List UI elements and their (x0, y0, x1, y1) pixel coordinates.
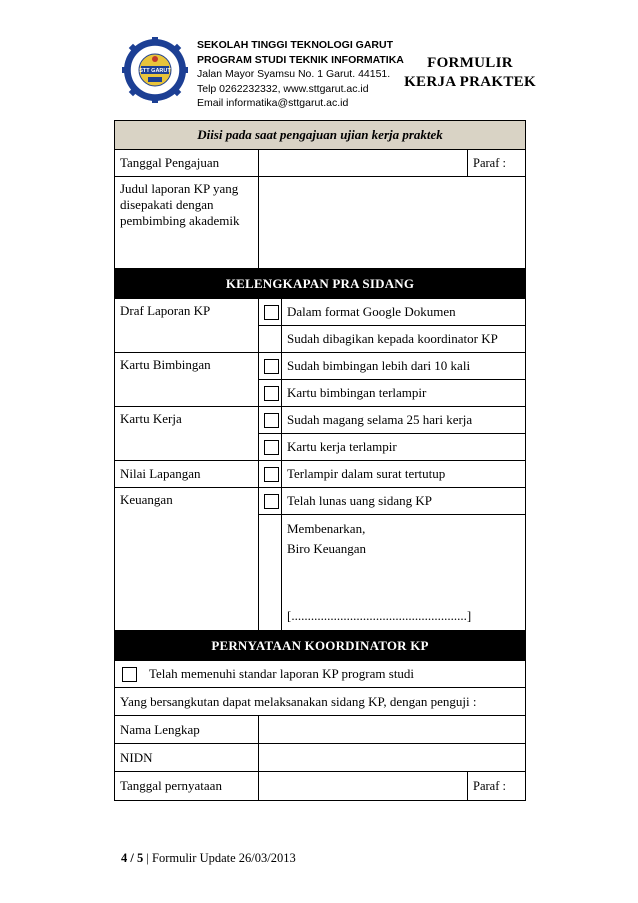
draf-item-1: Dalam format Google Dokumen (282, 299, 526, 326)
kerja-checkbox-1[interactable] (259, 407, 282, 434)
draf-item-2: Sudah dibagikan kepada koordinator KP (282, 326, 526, 353)
instruction-row: Diisi pada saat pengajuan ujian kerja praktek (115, 121, 526, 150)
bimbingan-item-1: Sudah bimbingan lebih dari 10 kali (282, 353, 526, 380)
document-header (0, 0, 638, 118)
nidn-field[interactable] (259, 744, 526, 772)
kerja-item-2: Kartu kerja terlampir (282, 434, 526, 461)
kartu-kerja-label: Kartu Kerja (115, 407, 259, 461)
bimbingan-checkbox-1[interactable] (259, 353, 282, 380)
standar-checkbox[interactable] (122, 667, 137, 682)
institution-block (197, 38, 404, 111)
membenarkan-text: Membenarkan, (287, 521, 366, 536)
logo-text: STT GARUT (139, 68, 171, 74)
email: Email informatika@sttgarut.ac.id (197, 97, 349, 109)
keuangan-signature-block[interactable] (282, 515, 526, 631)
bimbingan-item-2: Kartu bimbingan terlampir (282, 380, 526, 407)
kerja-checkbox-2[interactable] (259, 434, 282, 461)
nama-lengkap-label: Nama Lengkap (115, 716, 259, 744)
statement-row: Yang bersangkutan dapat melaksanakan sidang KP, dengan penguji : (115, 688, 526, 716)
tanggal-pengajuan-field[interactable] (259, 150, 468, 177)
footer-text: Formulir Update 26/03/2013 (152, 851, 296, 865)
nilai-label: Nilai Lapangan (115, 461, 259, 488)
form-title (400, 54, 540, 92)
standar-item: Telah memenuhi standar laporan KP program studi (149, 665, 415, 681)
paraf-label[interactable]: Paraf : (468, 150, 526, 177)
page-footer (121, 851, 296, 866)
nidn-label: NIDN (115, 744, 259, 772)
keuangan-item-1: Telah lunas uang sidang KP (282, 488, 526, 515)
page-number: 4 / 5 (121, 851, 144, 865)
section-kelengkapan: KELENGKAPAN PRA SIDANG (115, 269, 526, 299)
draf-empty (259, 326, 282, 353)
tanggal-pernyataan-field[interactable] (259, 772, 468, 801)
footer-separator: | (143, 851, 152, 865)
bimbingan-checkbox-2[interactable] (259, 380, 282, 407)
paraf-label-2[interactable]: Paraf : (468, 772, 526, 801)
college-logo-icon (122, 37, 188, 103)
biro-keuangan-text: Biro Keuangan (287, 541, 367, 556)
kartu-bimbingan-label: Kartu Bimbingan (115, 353, 259, 407)
draf-checkbox-1[interactable] (259, 299, 282, 326)
phone-website: Telp 0262232332, www.sttgarut.ac.id (197, 82, 369, 95)
section-pernyataan: PERNYATAAN KOORDINATOR KP (115, 631, 526, 661)
address: Jalan Mayor Syamsu No. 1 Garut. 44151. (197, 68, 391, 80)
draf-label: Draf Laporan KP (115, 299, 259, 353)
institution-name: SEKOLAH TINGGI TEKNOLOGI GARUT (197, 39, 393, 51)
program-name: PROGRAM STUDI TEKNIK INFORMATIKA (197, 53, 404, 66)
tanggal-pernyataan-label: Tanggal pernyataan (115, 772, 259, 801)
kerja-item-1: Sudah magang selama 25 hari kerja (282, 407, 526, 434)
tanggal-pengajuan-label: Tanggal Pengajuan (115, 150, 259, 177)
signature-line: [......................................................] (287, 608, 472, 623)
judul-field[interactable] (259, 177, 526, 269)
nilai-item-1: Terlampir dalam surat tertutup (282, 461, 526, 488)
form-title-line1: FORMULIR (427, 55, 513, 71)
standar-row (115, 661, 526, 688)
judul-label: Judul laporan KP yang disepakati dengan pembimbing akademik (115, 177, 259, 269)
nama-lengkap-field[interactable] (259, 716, 526, 744)
keuangan-checkbox[interactable] (259, 488, 282, 515)
application-form (114, 120, 526, 801)
nilai-checkbox[interactable] (259, 461, 282, 488)
keuangan-empty (259, 515, 282, 631)
keuangan-label: Keuangan (115, 488, 259, 631)
form-title-line2: KERJA PRAKTEK (404, 74, 536, 90)
